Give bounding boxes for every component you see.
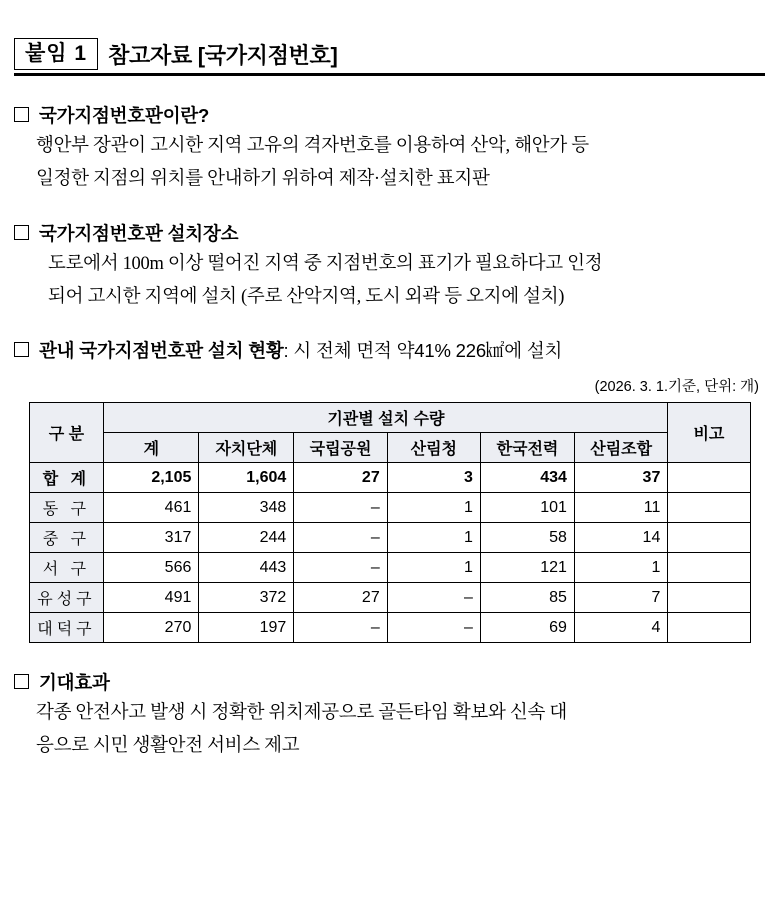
table-note: (2026. 3. 1.기준, 단위: 개) (594, 379, 759, 396)
header-local-gov: 자치단체 (199, 433, 294, 463)
page-title: 참고자료 [국가지점번호] (108, 42, 338, 68)
row-label: 합 계 (29, 463, 104, 493)
table-head (29, 403, 750, 463)
cell-bigo (668, 583, 750, 613)
header-total: 계 (104, 433, 199, 463)
cell-local-gov: 244 (199, 523, 294, 553)
header-national-park: 국립공원 (294, 433, 387, 463)
cell-kepco: 58 (480, 523, 574, 553)
table-row (29, 463, 750, 493)
cell-local-gov: 372 (199, 583, 294, 613)
cell-forest-service: 3 (387, 463, 480, 493)
table-subheader-row (29, 433, 750, 463)
section-heading-label: 관내 국가지점번호판 설치 현황 (39, 340, 284, 362)
cell-total: 2,105 (104, 463, 199, 493)
section-body-line: 각종 안전사고 발생 시 정확한 위치제공으로 골든타임 확보와 신속 대 (36, 703, 567, 724)
section-definition (14, 102, 765, 194)
section-body-line: 되어 고시한 지역에 설치 (주로 산악지역, 도시 외곽 등 오지에 설치) (48, 286, 565, 307)
section-body-line: 응으로 시민 생활안전 서비스 제고 (36, 736, 300, 757)
header-divider (14, 73, 765, 76)
cell-national-park: – (294, 523, 387, 553)
header-forest-service: 산림청 (387, 433, 480, 463)
install-status-table (29, 402, 751, 643)
cell-total: 461 (104, 493, 199, 523)
section-heading-label: 국가지점번호판이란? (39, 105, 210, 126)
cell-forest-service: 1 (387, 553, 480, 583)
section-heading-label: 기대효과 (39, 672, 110, 694)
header-group: 기관별 설치 수량 (104, 403, 668, 433)
row-label: 중 구 (29, 523, 104, 553)
cell-kepco: 85 (480, 583, 574, 613)
header-bigo: 비고 (668, 403, 750, 463)
checkbox-icon (14, 107, 29, 122)
row-label: 동 구 (29, 493, 104, 523)
section-heading-label: 국가지점번호판 설치장소 (39, 222, 239, 244)
section-heading (14, 337, 765, 363)
cell-forest-coop: 4 (574, 613, 667, 643)
cell-national-park: – (294, 493, 387, 523)
cell-forest-coop: 11 (574, 493, 667, 523)
attachment-badge: 붙임 1 (14, 38, 98, 70)
document-page (0, 38, 779, 761)
cell-national-park: 27 (294, 463, 387, 493)
cell-local-gov: 348 (199, 493, 294, 523)
cell-kepco: 101 (480, 493, 574, 523)
section-body-line: 도로에서 100m 이상 떨어진 지역 중 지점번호의 표기가 필요하다고 인정 (48, 253, 603, 274)
header-row (14, 38, 765, 70)
section-heading-suffix: : 시 전체 면적 약41% 226㎢에 설치 (283, 340, 563, 362)
header-kepco: 한국전력 (480, 433, 574, 463)
cell-bigo (668, 613, 750, 643)
cell-forest-coop: 1 (574, 553, 667, 583)
header-forest-coop: 산림조합 (574, 433, 667, 463)
section-heading (14, 669, 765, 695)
cell-bigo (668, 463, 750, 493)
row-label: 대덕구 (29, 613, 104, 643)
cell-local-gov: 197 (199, 613, 294, 643)
cell-forest-service: – (387, 613, 480, 643)
cell-forest-coop: 7 (574, 583, 667, 613)
section-install-status (14, 337, 765, 643)
checkbox-icon (14, 674, 29, 689)
section-body-line: 행안부 장관이 고시한 지역 고유의 격자번호를 이용하여 산악, 해안가 등 (36, 136, 589, 156)
cell-kepco: 434 (480, 463, 574, 493)
cell-forest-service: 1 (387, 523, 480, 553)
table-header-row (29, 403, 750, 433)
section-expected-effect (14, 669, 765, 761)
cell-kepco: 121 (480, 553, 574, 583)
cell-forest-service: 1 (387, 493, 480, 523)
header-gubun: 구 분 (29, 403, 104, 463)
cell-total: 270 (104, 613, 199, 643)
section-heading (14, 102, 765, 128)
cell-national-park: – (294, 553, 387, 583)
row-label: 유성구 (29, 583, 104, 613)
document-header (14, 38, 765, 76)
table-body (29, 463, 750, 643)
cell-national-park: 27 (294, 583, 387, 613)
table-row (29, 613, 750, 643)
cell-forest-coop: 37 (574, 463, 667, 493)
table-row (29, 493, 750, 523)
section-heading (14, 220, 765, 246)
cell-kepco: 69 (480, 613, 574, 643)
cell-forest-service: – (387, 583, 480, 613)
cell-bigo (668, 523, 750, 553)
table-row (29, 553, 750, 583)
checkbox-icon (14, 225, 29, 240)
section-body-line: 일정한 지점의 위치를 안내하기 위하여 제작·설치한 표지판 (36, 168, 490, 189)
cell-forest-coop: 14 (574, 523, 667, 553)
cell-total: 491 (104, 583, 199, 613)
table-row (29, 583, 750, 613)
cell-bigo (668, 493, 750, 523)
cell-bigo (668, 553, 750, 583)
section-install-location (14, 220, 765, 312)
cell-total: 317 (104, 523, 199, 553)
row-label: 서 구 (29, 553, 104, 583)
cell-local-gov: 1,604 (199, 463, 294, 493)
cell-local-gov: 443 (199, 553, 294, 583)
table-row (29, 523, 750, 553)
cell-total: 566 (104, 553, 199, 583)
cell-national-park: – (294, 613, 387, 643)
checkbox-icon (14, 342, 29, 357)
